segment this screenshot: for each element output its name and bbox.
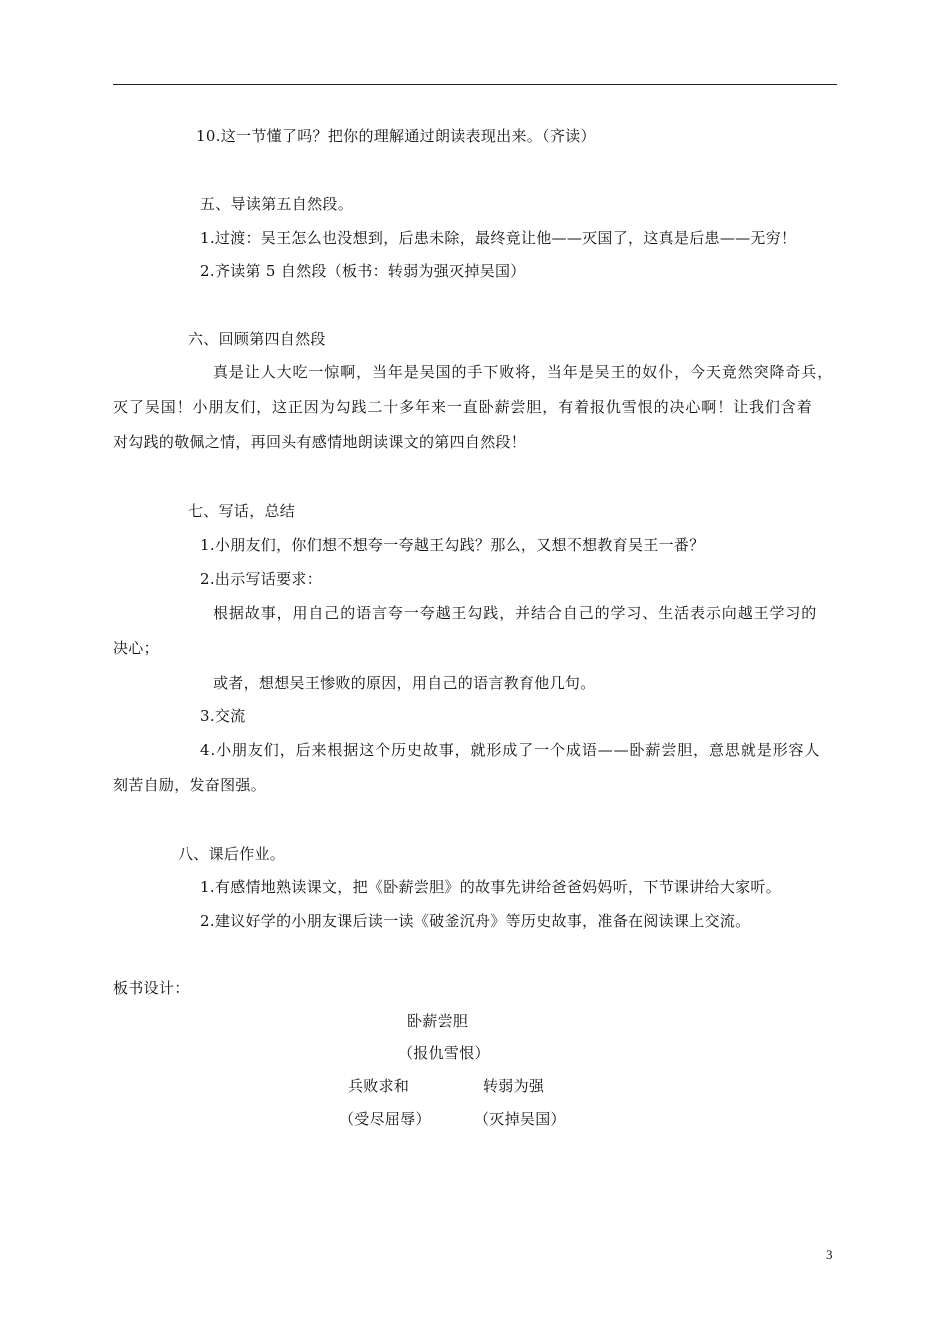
board-design-label: 板书设计： (113, 979, 190, 997)
section7-requirement-alt: 或者，想想吴王惨败的原因，用自己的语言教育他几句。 (213, 674, 596, 692)
header-rule (113, 84, 837, 85)
section7-item3: 3.交流 (200, 707, 246, 725)
board-left-main: 兵败求和 (348, 1077, 410, 1095)
section5-item2: 2.齐读第 5 自然段（板书：转弱为强灭掉吴国） (200, 262, 526, 280)
section7-item1: 1.小朋友们，你们想不想夸一夸越王勾践？那么，又想不想教育吴王一番？ (200, 536, 705, 554)
section6-para-line3: 对勾践的敬佩之情，再回头有感情地朗读课文的第四自然段！ (113, 433, 527, 451)
page-number: 3 (826, 1247, 833, 1262)
section7-heading: 七、写话，总结 (188, 502, 296, 520)
board-right-sub: （灭掉吴国） (474, 1110, 566, 1128)
board-title: 卧薪尝胆 (407, 1012, 469, 1030)
section7-item2: 2.出示写话要求： (200, 570, 323, 588)
section8-item2: 2.建议好学的小朋友课后读一读《破釜沉舟》等历史故事，准备在阅读课上交流。 (200, 912, 751, 930)
section6-heading: 六、回顾第四自然段 (188, 330, 326, 348)
board-left-sub: （受尽屈辱） (339, 1110, 431, 1128)
section5-heading: 五、导读第五自然段。 (200, 195, 354, 213)
section5-item1: 1.过渡：吴王怎么也没想到，后患未除，最终竟让他——灭国了，这真是后患——无穷！ (200, 229, 797, 247)
section7-requirement-line1: 根据故事，用自己的语言夸一夸越王勾践，并结合自己的学习、生活表示向越王学习的 (213, 604, 818, 622)
section4-item10: 10.这一节懂了吗？把你的理解通过朗读表现出来。（齐读） (196, 127, 596, 145)
section6-para-line2: 灭了吴国！小朋友们，这正因为勾践二十多年来一直卧薪尝胆，有着报仇雪恨的决心啊！让我们含着 (113, 398, 813, 416)
board-subtitle: （报仇雪恨） (398, 1044, 490, 1062)
board-right-main: 转弱为强 (483, 1077, 545, 1095)
section7-requirement-line2: 决心； (113, 639, 159, 657)
section6-para-line1: 真是让人大吃一惊啊，当年是吴国的手下败将，当年是吴王的奴仆，今天竟然突降奇兵， (213, 363, 834, 381)
section7-item4-line1: 4.小朋友们，后来根据这个历史故事，就形成了一个成语——卧薪尝胆，意思就是形容人 (200, 741, 821, 759)
section8-item1: 1.有感情地熟读课文，把《卧薪尝胆》的故事先讲给爸爸妈妈听，下节课讲给大家听。 (200, 878, 782, 896)
section8-heading: 八、课后作业。 (178, 845, 286, 863)
section7-item4-line2: 刻苦自励，发奋图强。 (113, 776, 267, 794)
